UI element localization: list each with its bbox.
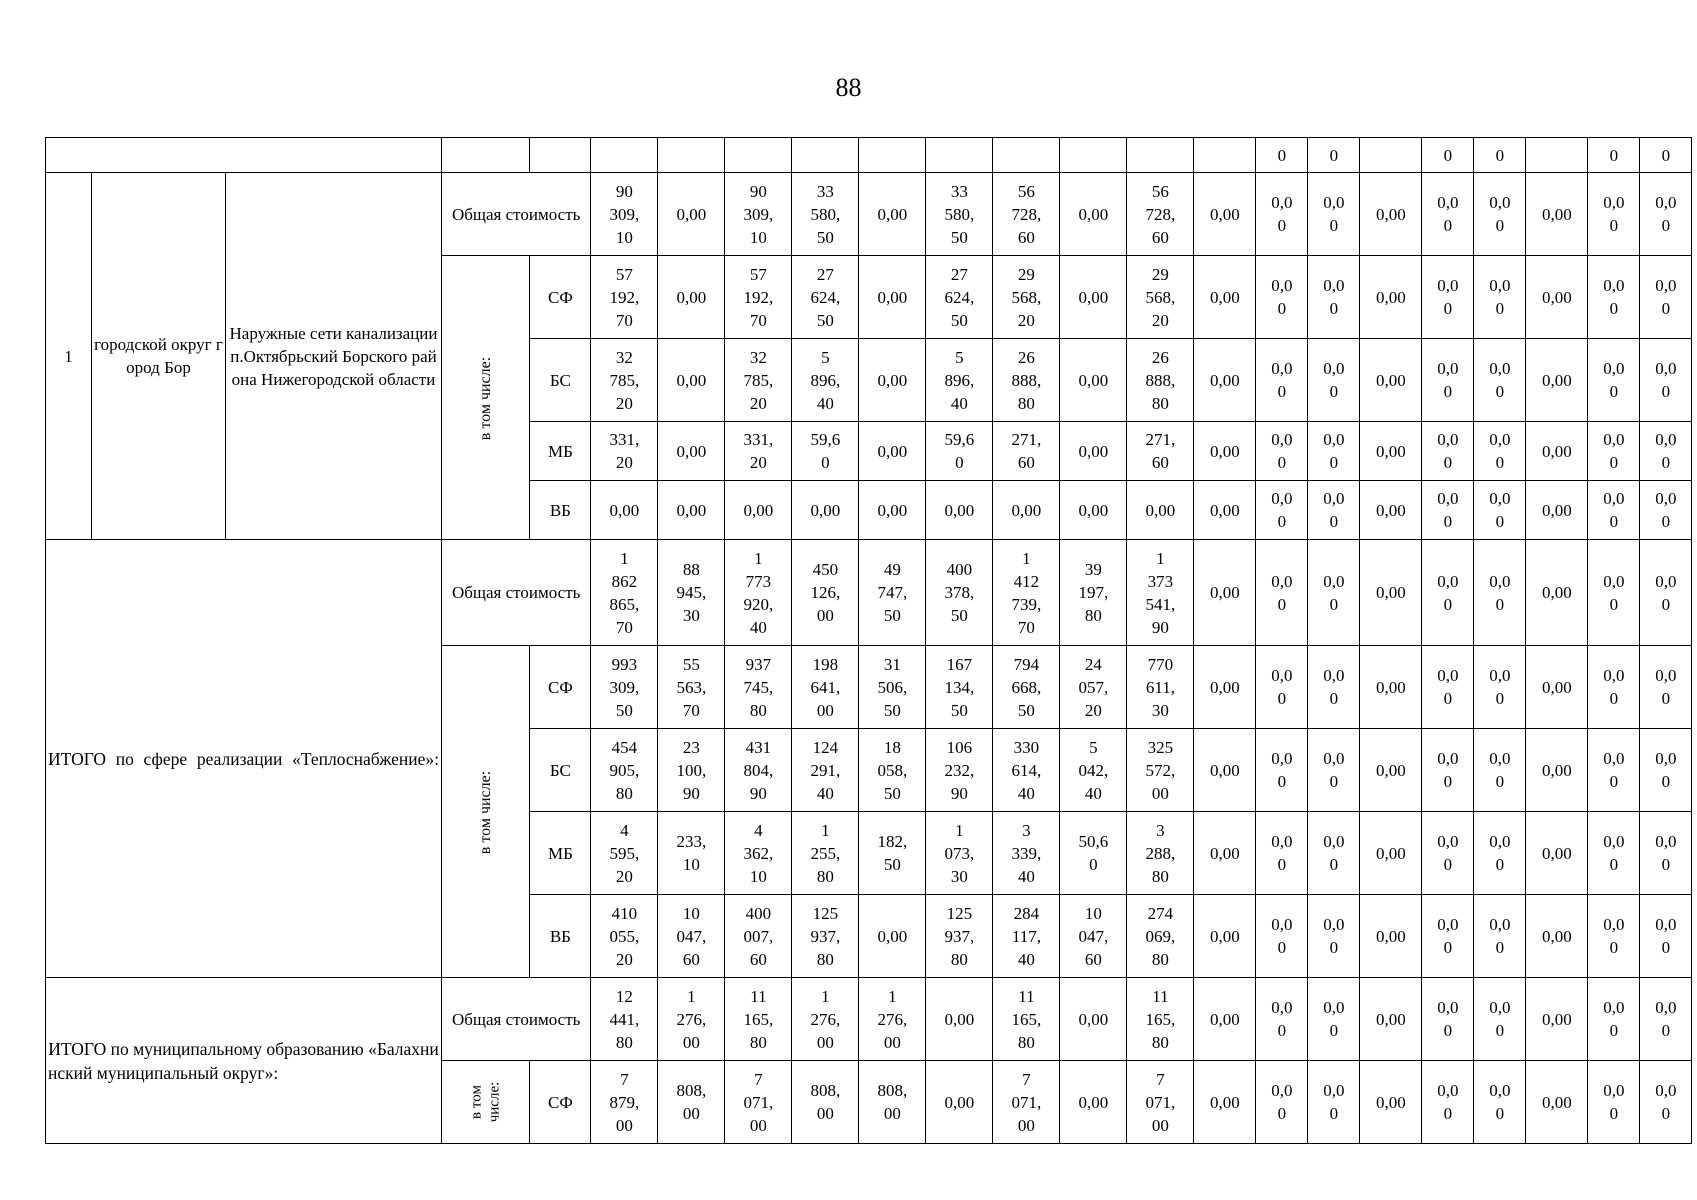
header-blank — [442, 138, 530, 173]
value-cell: 0,00 — [859, 339, 926, 422]
value-cell: 0,0 0 — [1640, 812, 1692, 895]
value-cell: 0,0 0 — [1640, 339, 1692, 422]
header-cell — [926, 138, 993, 173]
value-cell: 410 055, 20 — [591, 895, 658, 978]
value-cell: 0,0 0 — [1640, 540, 1692, 646]
value-cell: 0,0 0 — [1474, 339, 1526, 422]
value-cell: 808, 00 — [859, 1061, 926, 1144]
value-cell: 198 641, 00 — [792, 646, 859, 729]
value-cell: 0,0 0 — [1588, 729, 1640, 812]
value-cell: 0,00 — [859, 173, 926, 256]
value-cell: 0,0 0 — [1474, 895, 1526, 978]
source-label: МБ — [530, 812, 591, 895]
value-cell: 24 057, 20 — [1060, 646, 1127, 729]
value-cell: 431 804, 90 — [725, 729, 792, 812]
value-cell: 1 773 920, 40 — [725, 540, 792, 646]
value-cell: 0,00 — [993, 481, 1060, 540]
value-cell: 56 728, 60 — [993, 173, 1060, 256]
value-cell: 0,0 0 — [1256, 812, 1308, 895]
value-cell: 0,0 0 — [1422, 481, 1474, 540]
value-cell: 331, 20 — [725, 422, 792, 481]
value-cell: 0,0 0 — [1640, 173, 1692, 256]
value-cell: 0,0 0 — [1588, 646, 1640, 729]
value-cell: 0,0 0 — [1422, 422, 1474, 481]
value-cell: 0,0 0 — [1474, 256, 1526, 339]
value-cell: 0,0 0 — [1640, 729, 1692, 812]
value-cell: 0,0 0 — [1588, 173, 1640, 256]
value-cell: 0,0 0 — [1256, 978, 1308, 1061]
value-cell: 0,00 — [658, 173, 725, 256]
value-cell: 0,0 0 — [1422, 256, 1474, 339]
value-cell: 5 896, 40 — [792, 339, 859, 422]
value-cell: 23 100, 90 — [658, 729, 725, 812]
value-cell: 0,0 0 — [1308, 540, 1360, 646]
value-cell: 0,00 — [1194, 481, 1256, 540]
top-row — [46, 138, 1692, 173]
header-cell: 0 — [1640, 138, 1692, 173]
subgroup-label-text: в том числе: — [477, 356, 495, 440]
value-cell: 0,00 — [1360, 173, 1422, 256]
value-cell: 7 071, 00 — [1127, 1061, 1194, 1144]
value-cell: 0,00 — [1194, 540, 1256, 646]
value-cell: 0,0 0 — [1308, 1061, 1360, 1144]
header-cell: 0 — [1588, 138, 1640, 173]
subgroup-label — [442, 1061, 530, 1144]
district-cell: городской округ город Бор — [92, 173, 226, 540]
value-cell: 0,0 0 — [1588, 256, 1640, 339]
value-cell: 0,00 — [1526, 339, 1588, 422]
value-cell: 0,00 — [1360, 812, 1422, 895]
value-cell: 27 624, 50 — [792, 256, 859, 339]
value-cell: 3 339, 40 — [993, 812, 1060, 895]
value-cell: 0,0 0 — [1308, 339, 1360, 422]
value-cell: 0,0 0 — [1588, 481, 1640, 540]
value-cell: 0,00 — [1060, 978, 1127, 1061]
value-cell: 55 563, 70 — [658, 646, 725, 729]
value-cell: 5 042, 40 — [1060, 729, 1127, 812]
value-cell: 0,00 — [1526, 978, 1588, 1061]
value-cell: 0,0 0 — [1588, 339, 1640, 422]
header-cell: 0 — [1422, 138, 1474, 173]
value-cell: 7 071, 00 — [993, 1061, 1060, 1144]
value-cell: 12 441, 80 — [591, 978, 658, 1061]
source-label: ВБ — [530, 895, 591, 978]
value-cell: 33 580, 50 — [792, 173, 859, 256]
value-cell: 0,00 — [1526, 1061, 1588, 1144]
value-cell: 0,00 — [591, 481, 658, 540]
header-blank — [530, 138, 591, 173]
header-cell — [1127, 138, 1194, 173]
value-cell: 0,0 0 — [1256, 173, 1308, 256]
value-cell: 0,0 0 — [1474, 481, 1526, 540]
value-cell: 808, 00 — [658, 1061, 725, 1144]
header-cell — [1526, 138, 1588, 173]
value-cell: 7 071, 00 — [725, 1061, 792, 1144]
value-cell: 59,6 0 — [926, 422, 993, 481]
cost-type-label: Общая стоимость — [442, 173, 591, 256]
value-cell: 0,00 — [1526, 540, 1588, 646]
value-cell: 0,00 — [1526, 256, 1588, 339]
value-cell: 0,0 0 — [1256, 481, 1308, 540]
value-cell: 0,00 — [1194, 646, 1256, 729]
value-cell: 32 785, 20 — [725, 339, 792, 422]
value-cell: 0,00 — [1526, 173, 1588, 256]
cost-type-label: Общая стоимость — [442, 978, 591, 1061]
value-cell: 27 624, 50 — [926, 256, 993, 339]
value-cell: 0,00 — [1060, 256, 1127, 339]
value-cell: 0,00 — [859, 422, 926, 481]
value-cell: 274 069, 80 — [1127, 895, 1194, 978]
value-cell: 0,0 0 — [1308, 812, 1360, 895]
value-cell: 0,0 0 — [1422, 646, 1474, 729]
value-cell: 0,00 — [658, 339, 725, 422]
header-cell — [1060, 138, 1127, 173]
value-cell: 0,00 — [1194, 812, 1256, 895]
value-cell: 26 888, 80 — [1127, 339, 1194, 422]
table-row — [46, 978, 1692, 1061]
value-cell: 1 373 541, 90 — [1127, 540, 1194, 646]
value-cell: 233, 10 — [658, 812, 725, 895]
value-cell: 330 614, 40 — [993, 729, 1060, 812]
value-cell: 0,00 — [1360, 422, 1422, 481]
value-cell: 29 568, 20 — [1127, 256, 1194, 339]
header-cell — [658, 138, 725, 173]
value-cell: 0,0 0 — [1474, 422, 1526, 481]
value-cell: 0,00 — [1194, 895, 1256, 978]
value-cell: 1 276, 00 — [792, 978, 859, 1061]
value-cell: 50,6 0 — [1060, 812, 1127, 895]
value-cell: 4 362, 10 — [725, 812, 792, 895]
header-cell — [993, 138, 1060, 173]
value-cell: 0,00 — [859, 895, 926, 978]
subgroup-label-text: в том числе: — [477, 770, 495, 854]
value-cell: 0,0 0 — [1256, 646, 1308, 729]
value-cell: 993 309, 50 — [591, 646, 658, 729]
source-label: СФ — [530, 1061, 591, 1144]
value-cell: 3 288, 80 — [1127, 812, 1194, 895]
value-cell: 90 309, 10 — [725, 173, 792, 256]
value-cell: 0,0 0 — [1422, 339, 1474, 422]
table-row — [46, 173, 1692, 256]
value-cell: 18 058, 50 — [859, 729, 926, 812]
value-cell: 0,0 0 — [1422, 895, 1474, 978]
value-cell: 0,0 0 — [1308, 729, 1360, 812]
value-cell: 271, 60 — [1127, 422, 1194, 481]
value-cell: 0,0 0 — [1308, 895, 1360, 978]
value-cell: 400 007, 60 — [725, 895, 792, 978]
value-cell: 0,00 — [1060, 173, 1127, 256]
value-cell: 0,00 — [1060, 1061, 1127, 1144]
value-cell: 0,00 — [1194, 422, 1256, 481]
value-cell: 0,0 0 — [1474, 812, 1526, 895]
header-blank — [46, 138, 442, 173]
value-cell: 770 611, 30 — [1127, 646, 1194, 729]
value-cell: 808, 00 — [792, 1061, 859, 1144]
value-cell: 0,00 — [1526, 646, 1588, 729]
value-cell: 57 192, 70 — [591, 256, 658, 339]
value-cell: 0,00 — [658, 256, 725, 339]
value-cell: 0,00 — [1194, 256, 1256, 339]
value-cell: 32 785, 20 — [591, 339, 658, 422]
value-cell: 0,0 0 — [1474, 1061, 1526, 1144]
value-cell: 0,0 0 — [1588, 1061, 1640, 1144]
value-cell: 57 192, 70 — [725, 256, 792, 339]
value-cell: 0,00 — [1360, 729, 1422, 812]
value-cell: 0,00 — [1060, 339, 1127, 422]
source-label: БС — [530, 339, 591, 422]
value-cell: 0,0 0 — [1308, 646, 1360, 729]
value-cell: 7 879, 00 — [591, 1061, 658, 1144]
value-cell: 0,00 — [1360, 978, 1422, 1061]
value-cell: 0,00 — [859, 481, 926, 540]
value-cell: 0,00 — [1194, 339, 1256, 422]
value-cell: 0,00 — [1360, 339, 1422, 422]
value-cell: 0,00 — [926, 481, 993, 540]
value-cell: 0,00 — [1194, 1061, 1256, 1144]
source-label: СФ — [530, 256, 591, 339]
value-cell: 182, 50 — [859, 812, 926, 895]
value-cell: 10 047, 60 — [658, 895, 725, 978]
value-cell: 0,0 0 — [1256, 895, 1308, 978]
subgroup-label-text: в том числе: — [468, 1081, 503, 1122]
value-cell: 0,00 — [1194, 729, 1256, 812]
value-cell: 0,00 — [1194, 978, 1256, 1061]
subgroup-label — [442, 646, 530, 978]
header-cell: 0 — [1308, 138, 1360, 173]
value-cell: 271, 60 — [993, 422, 1060, 481]
value-cell: 125 937, 80 — [792, 895, 859, 978]
value-cell: 0,00 — [859, 256, 926, 339]
value-cell: 0,00 — [1060, 422, 1127, 481]
cost-type-label: Общая стоимость — [442, 540, 591, 646]
value-cell: 0,0 0 — [1640, 1061, 1692, 1144]
value-cell: 0,00 — [1360, 895, 1422, 978]
value-cell: 0,0 0 — [1308, 481, 1360, 540]
row-index: 1 — [46, 173, 92, 540]
header-cell: 0 — [1474, 138, 1526, 173]
value-cell: 0,0 0 — [1308, 978, 1360, 1061]
value-cell: 0,0 0 — [1474, 173, 1526, 256]
value-cell: 0,00 — [1360, 540, 1422, 646]
header-cell: 0 — [1256, 138, 1308, 173]
value-cell: 0,00 — [1526, 481, 1588, 540]
value-cell: 49 747, 50 — [859, 540, 926, 646]
total-title: ИТОГО по сфере реализации «Теплоснабжение»: — [46, 540, 442, 978]
value-cell: 325 572, 00 — [1127, 729, 1194, 812]
value-cell: 0,0 0 — [1308, 173, 1360, 256]
value-cell: 11 165, 80 — [1127, 978, 1194, 1061]
value-cell: 0,0 0 — [1256, 339, 1308, 422]
value-cell: 88 945, 30 — [658, 540, 725, 646]
value-cell: 0,0 0 — [1422, 812, 1474, 895]
value-cell: 33 580, 50 — [926, 173, 993, 256]
value-cell: 0,0 0 — [1308, 422, 1360, 481]
value-cell: 0,0 0 — [1640, 646, 1692, 729]
value-cell: 0,0 0 — [1474, 540, 1526, 646]
value-cell: 11 165, 80 — [725, 978, 792, 1061]
value-cell: 0,0 0 — [1422, 1061, 1474, 1144]
value-cell: 0,0 0 — [1256, 422, 1308, 481]
value-cell: 0,00 — [792, 481, 859, 540]
value-cell: 450 126, 00 — [792, 540, 859, 646]
value-cell: 1 073, 30 — [926, 812, 993, 895]
value-cell: 0,0 0 — [1640, 481, 1692, 540]
value-cell: 1 276, 00 — [658, 978, 725, 1061]
value-cell: 125 937, 80 — [926, 895, 993, 978]
value-cell: 0,00 — [1360, 1061, 1422, 1144]
value-cell: 0,0 0 — [1640, 895, 1692, 978]
subgroup-label — [442, 256, 530, 540]
value-cell: 90 309, 10 — [591, 173, 658, 256]
value-cell: 1 255, 80 — [792, 812, 859, 895]
header-cell — [591, 138, 658, 173]
header-cell — [792, 138, 859, 173]
value-cell: 0,00 — [1360, 256, 1422, 339]
source-label: БС — [530, 729, 591, 812]
value-cell: 0,0 0 — [1588, 540, 1640, 646]
value-cell: 0,0 0 — [1308, 256, 1360, 339]
table-row — [46, 540, 1692, 646]
value-cell: 0,00 — [658, 422, 725, 481]
value-cell: 0,0 0 — [1474, 729, 1526, 812]
value-cell: 1 276, 00 — [859, 978, 926, 1061]
total-title: ИТОГО по муниципальному образованию «Балахнинский муниципальный округ»: — [46, 978, 442, 1144]
value-cell: 0,0 0 — [1640, 422, 1692, 481]
value-cell: 0,00 — [1526, 729, 1588, 812]
header-cell — [1360, 138, 1422, 173]
value-cell: 0,00 — [926, 1061, 993, 1144]
value-cell: 0,00 — [1127, 481, 1194, 540]
value-cell: 0,0 0 — [1640, 256, 1692, 339]
value-cell: 0,00 — [725, 481, 792, 540]
value-cell: 26 888, 80 — [993, 339, 1060, 422]
value-cell: 0,00 — [1194, 173, 1256, 256]
value-cell: 4 595, 20 — [591, 812, 658, 895]
value-cell: 56 728, 60 — [1127, 173, 1194, 256]
value-cell: 1 862 865, 70 — [591, 540, 658, 646]
value-cell: 0,0 0 — [1588, 895, 1640, 978]
value-cell: 0,00 — [1526, 895, 1588, 978]
header-cell — [859, 138, 926, 173]
value-cell: 0,0 0 — [1588, 978, 1640, 1061]
value-cell: 0,0 0 — [1588, 812, 1640, 895]
value-cell: 0,00 — [1526, 422, 1588, 481]
value-cell: 331, 20 — [591, 422, 658, 481]
value-cell: 0,00 — [1526, 812, 1588, 895]
value-cell: 0,0 0 — [1422, 978, 1474, 1061]
value-cell: 0,0 0 — [1256, 729, 1308, 812]
value-cell: 167 134, 50 — [926, 646, 993, 729]
value-cell: 0,00 — [1060, 481, 1127, 540]
value-cell: 11 165, 80 — [993, 978, 1060, 1061]
value-cell: 400 378, 50 — [926, 540, 993, 646]
value-cell: 39 197, 80 — [1060, 540, 1127, 646]
value-cell: 124 291, 40 — [792, 729, 859, 812]
value-cell: 10 047, 60 — [1060, 895, 1127, 978]
value-cell: 454 905, 80 — [591, 729, 658, 812]
value-cell: 106 232, 90 — [926, 729, 993, 812]
value-cell: 31 506, 50 — [859, 646, 926, 729]
value-cell: 0,0 0 — [1256, 256, 1308, 339]
value-cell: 0,0 0 — [1588, 422, 1640, 481]
source-label: МБ — [530, 422, 591, 481]
value-cell: 284 117, 40 — [993, 895, 1060, 978]
source-label: СФ — [530, 646, 591, 729]
value-cell: 0,0 0 — [1640, 978, 1692, 1061]
value-cell: 0,0 0 — [1422, 729, 1474, 812]
value-cell: 0,00 — [1360, 481, 1422, 540]
page-number: 88 — [835, 73, 862, 102]
header-cell — [1194, 138, 1256, 173]
value-cell: 0,0 0 — [1474, 646, 1526, 729]
value-cell: 0,00 — [926, 978, 993, 1061]
value-cell: 0,0 0 — [1256, 540, 1308, 646]
object-cell: Наружные сети канализации п.Октябрьский Борского района Нижегородской области — [226, 173, 442, 540]
value-cell: 0,0 0 — [1256, 1061, 1308, 1144]
value-cell: 59,6 0 — [792, 422, 859, 481]
value-cell: 0,0 0 — [1422, 540, 1474, 646]
value-cell: 0,0 0 — [1422, 173, 1474, 256]
source-label: ВБ — [530, 481, 591, 540]
value-cell: 1 412 739, 70 — [993, 540, 1060, 646]
value-cell: 5 896, 40 — [926, 339, 993, 422]
value-cell: 0,0 0 — [1474, 978, 1526, 1061]
value-cell: 0,00 — [658, 481, 725, 540]
value-cell: 794 668, 50 — [993, 646, 1060, 729]
budget-table — [45, 137, 1692, 1144]
value-cell: 0,00 — [1360, 646, 1422, 729]
value-cell: 937 745, 80 — [725, 646, 792, 729]
header-cell — [725, 138, 792, 173]
value-cell: 29 568, 20 — [993, 256, 1060, 339]
